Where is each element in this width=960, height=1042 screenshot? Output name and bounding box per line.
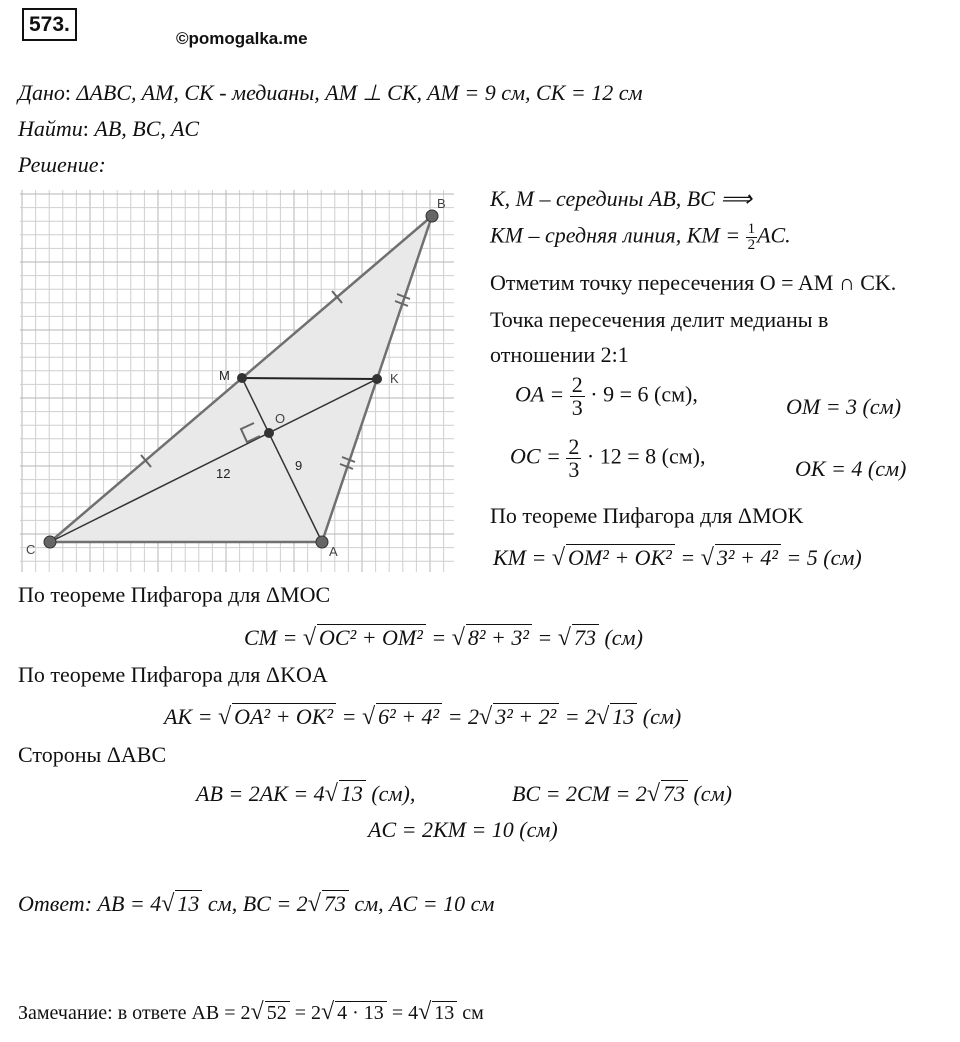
rt-oa-b: · 9 = 6 (см), <box>590 381 698 407</box>
label-12: 12 <box>216 466 231 481</box>
km-a: KM = <box>493 545 552 570</box>
label-9: 9 <box>295 458 303 473</box>
cm-b: = <box>425 625 452 650</box>
cm-a: CM = <box>244 625 303 650</box>
ak-r1: OA² + OK² <box>232 703 336 729</box>
rt-oa <box>515 374 698 419</box>
frac-oa-den: 3 <box>571 395 583 420</box>
ak-eq: AK = √ OA² + OK² = √ 6² + 4² = 2√ 3² + 2² = 2√ 13 (см) <box>164 704 682 730</box>
bc-a: BC = 2CM = 2 <box>512 781 647 806</box>
site-watermark: ©pomogalka.me <box>176 29 308 48</box>
frac-oc-den: 3 <box>568 457 580 482</box>
km-r1: OM² + OK² <box>566 544 675 570</box>
point-a <box>316 536 328 548</box>
rt-oc-a: OC = <box>510 443 567 469</box>
ak-c: = 2 <box>442 704 480 729</box>
ab-eq: AB = 2AK = 4√ 13 (см), <box>196 781 416 807</box>
answer-line: Ответ: AB = 4√ 13 см, BC = 2√ 73 см, AC = 10 см <box>18 891 495 917</box>
note-r2: 4 · 13 <box>335 1001 387 1025</box>
km-r2: 3² + 4² <box>715 544 781 570</box>
frac-oc <box>566 436 581 481</box>
rt-line5: отношении 2:1 <box>490 342 629 367</box>
problem-number: 573. <box>22 8 77 41</box>
given-line: Дано: ΔABC, AM, CK - медианы, AM ⊥ CK, AM = 9 см, CK = 12 см <box>18 80 643 105</box>
midline-km <box>242 378 377 379</box>
ans-b: см, BC = 2 <box>202 891 308 916</box>
ak-r3: 3² + 2² <box>493 703 559 729</box>
rt-oa-a: OA = <box>515 381 570 407</box>
rt-line4: Точка пересечения делит медианы в <box>490 307 829 332</box>
bc-r: 73 <box>661 780 688 806</box>
given-label: Дано <box>18 80 65 105</box>
pyth-koa: По теореме Пифагора для ΔKOA <box>18 662 328 687</box>
bc-b: (см) <box>687 781 732 806</box>
ak-d: = 2 <box>559 704 597 729</box>
ans-a: AB = 4 <box>92 891 162 916</box>
rt-oc-b: · 12 = 8 (см), <box>586 443 706 469</box>
point-k <box>372 374 382 384</box>
ak-a: AK = <box>164 704 218 729</box>
ak-b: = <box>336 704 362 729</box>
cm-c: = <box>531 625 558 650</box>
frac-half <box>746 222 758 253</box>
label-m: M <box>219 368 230 383</box>
ab-r: 13 <box>339 780 366 806</box>
point-o <box>264 428 274 438</box>
rt-km-eq: KM = √ OM² + OK² = √ 3² + 4² = 5 (см) <box>493 545 862 571</box>
cm-r1: OC² + OM² <box>317 624 426 650</box>
cm-r2: 8² + 3² <box>466 624 532 650</box>
label-b: B <box>437 196 446 211</box>
km-c: = 5 (см) <box>780 545 862 570</box>
frac-oa <box>570 374 585 419</box>
label-k: K <box>390 371 399 386</box>
note-r1: 52 <box>265 1001 290 1025</box>
km-b: = <box>674 545 701 570</box>
note-a: Замечание: в ответе AB = 2 <box>18 1002 251 1024</box>
ak-r4: 13 <box>610 703 637 729</box>
point-c <box>44 536 56 548</box>
ans-c: см, AC = 10 см <box>348 891 495 916</box>
frac-half-den: 2 <box>747 237 756 253</box>
ac-eq: AC = 2KM = 10 (см) <box>368 817 558 842</box>
sides-label: Стороны ΔABC <box>18 742 167 767</box>
point-b <box>426 210 438 222</box>
rt-line2-b: AC. <box>757 222 791 248</box>
bc-eq: BC = 2CM = 2√ 73 (см) <box>512 781 732 807</box>
find-text: AB, BC, AC <box>94 116 200 141</box>
label-o: O <box>275 411 286 426</box>
find-line: Найти: AB, BC, AC <box>18 116 200 141</box>
label-a: A <box>329 544 338 559</box>
rt-line2 <box>490 222 791 253</box>
rt-oc <box>510 436 706 481</box>
rt-ok: OK = 4 (см) <box>795 456 907 481</box>
note-line: Замечание: в ответе AB = 2√ 52 = 2√ 4 · 13 = 4√ 13 см <box>18 999 484 1025</box>
ak-e: (см) <box>637 704 682 729</box>
rt-line3: Отметим точку пересечения O = AM ∩ CK. <box>490 270 897 295</box>
frac-oa-num: 2 <box>571 372 583 397</box>
rt-pyth-mok: По теореме Пифагора для ΔMOK <box>490 503 804 528</box>
point-m <box>237 373 247 383</box>
ans-r2: 73 <box>322 890 349 916</box>
cm-eq: CM = √ OC² + OM² = √ 8² + 3² = √ 73 (см) <box>244 625 643 651</box>
note-b: = 2 <box>289 1002 321 1024</box>
geometry-figure <box>18 188 458 573</box>
note-r3: 13 <box>432 1001 457 1025</box>
cm-d: (см) <box>598 625 643 650</box>
ak-r2: 6² + 4² <box>376 703 442 729</box>
cm-r3: 73 <box>572 624 599 650</box>
ans-r1: 13 <box>175 890 202 916</box>
rt-om: OM = 3 (см) <box>786 394 902 419</box>
solution-label: Решение: <box>18 152 106 177</box>
pyth-moc: По теореме Пифагора для ΔMOC <box>18 582 331 607</box>
note-d: см <box>457 1002 484 1024</box>
find-label: Найти <box>18 116 83 141</box>
rt-line1: K, M – середины AB, BC ⟹ <box>490 186 752 211</box>
rt-line2-a: KM – средняя линия, KM = <box>490 222 746 248</box>
answer-label: Ответ: <box>18 891 93 916</box>
ab-a: AB = 2AK = 4 <box>196 781 325 806</box>
note-c: = 4 <box>386 1002 419 1024</box>
frac-oc-num: 2 <box>568 434 580 459</box>
frac-half-num: 1 <box>747 221 756 237</box>
label-c: C <box>26 542 36 557</box>
given-text: ΔABC, AM, CK - медианы, AM ⊥ CK, AM = 9 см, CK = 12 см <box>76 80 643 105</box>
ab-b: (см), <box>365 781 416 806</box>
